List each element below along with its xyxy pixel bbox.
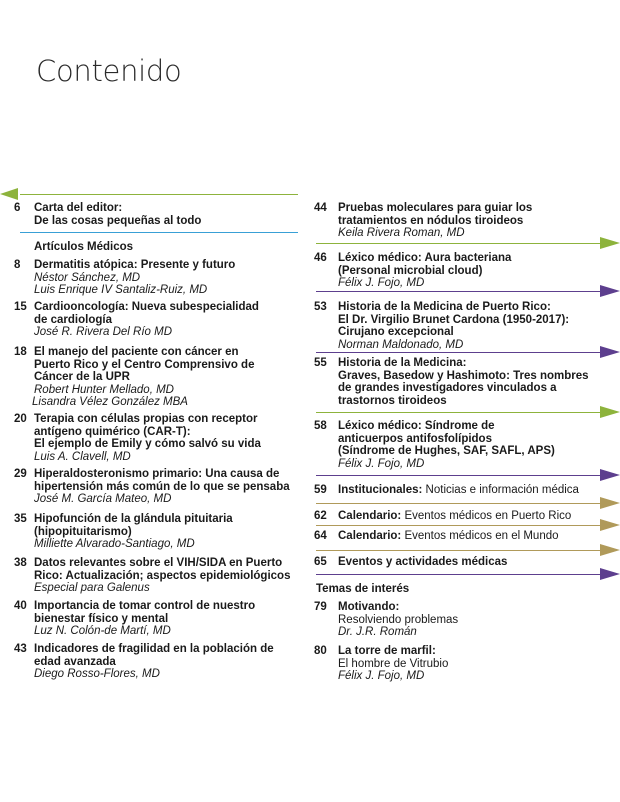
toc-entry[interactable] bbox=[14, 413, 304, 463]
entry-author: Luz N. Colón-de Martí, MD bbox=[34, 625, 171, 638]
entry-author: Norman Maldonado, MD bbox=[338, 338, 464, 351]
page-number: 6 bbox=[14, 202, 21, 214]
entry-author: Keila Rivera Roman, MD bbox=[338, 227, 465, 240]
entry-title: El ejemplo de Emily y cómo salvó su vida bbox=[34, 438, 261, 451]
entry-author: Diego Rosso-Flores, MD bbox=[34, 668, 160, 681]
entry-title: Hipofunción de la glándula pituitaria bbox=[34, 513, 233, 525]
entry-title: Hiperaldosteronismo primario: Una causa de bbox=[34, 468, 280, 480]
page-number: 43 bbox=[14, 643, 27, 655]
entry-title: Cirujano excepcional bbox=[338, 326, 454, 339]
page-number: 53 bbox=[314, 301, 327, 313]
page-number: 59 bbox=[314, 484, 327, 496]
entry-title-bold: Calendario: bbox=[338, 530, 402, 542]
entry-author: Dr. J.R. Román bbox=[338, 626, 417, 639]
divider bbox=[20, 194, 298, 195]
entry-title-rest: Noticias e información médica bbox=[422, 484, 579, 496]
page-number: 65 bbox=[314, 556, 327, 568]
entry-title: (Personal microbial cloud) bbox=[338, 264, 483, 277]
toc-entry[interactable] bbox=[314, 601, 604, 639]
entry-title: trastornos tiroideos bbox=[338, 394, 447, 407]
toc-entry[interactable] bbox=[314, 530, 604, 543]
toc-entry[interactable] bbox=[314, 645, 604, 683]
entry-title bbox=[338, 484, 604, 497]
entry-title bbox=[338, 510, 604, 523]
accent-marker bbox=[0, 188, 18, 200]
accent-marker bbox=[600, 568, 620, 580]
entry-author: Milliette Alvarado-Santiago, MD bbox=[34, 538, 195, 551]
entry-author: José R. Rivera Del Río MD bbox=[34, 326, 173, 339]
entry-author: Especial para Galenus bbox=[34, 582, 150, 595]
page-number: 64 bbox=[314, 530, 327, 542]
toc-entry[interactable] bbox=[14, 468, 304, 506]
divider bbox=[316, 475, 600, 476]
entry-title: (Síndrome de Hughes, SAF, SAFL, APS) bbox=[338, 445, 555, 458]
entry-title: Terapia con células propias con receptor bbox=[34, 413, 258, 425]
entry-title: bienestar físico y mental bbox=[34, 612, 169, 625]
toc-entry[interactable] bbox=[14, 557, 304, 595]
toc-entry[interactable] bbox=[314, 301, 604, 351]
entry-title bbox=[338, 556, 604, 569]
toc-entry[interactable] bbox=[14, 600, 304, 638]
entry-title bbox=[338, 530, 604, 543]
page-number: 46 bbox=[314, 252, 327, 264]
page-number: 35 bbox=[14, 513, 27, 525]
toc-entry[interactable] bbox=[314, 556, 604, 569]
entry-author: José M. García Mateo, MD bbox=[34, 493, 172, 506]
toc-entry[interactable] bbox=[314, 510, 604, 523]
page-number: 38 bbox=[14, 557, 27, 569]
section-heading: Temas de interés bbox=[316, 583, 410, 595]
entry-title: Importancia de tomar control de nuestro bbox=[34, 600, 256, 612]
entry-title: Rico: Actualización; aspectos epidemiológicos bbox=[34, 569, 291, 582]
page-number: 62 bbox=[314, 510, 327, 522]
page-number: 29 bbox=[14, 468, 27, 480]
entry-title: El Dr. Virgilio Brunet Cardona (1950-2017): bbox=[338, 313, 570, 326]
accent-marker bbox=[600, 544, 620, 556]
entry-title: Motivando: bbox=[338, 601, 400, 613]
entry-title: Pruebas moleculares para guiar los bbox=[338, 202, 533, 214]
entry-author: Félix J. Fojo, MD bbox=[338, 277, 425, 290]
divider bbox=[316, 291, 600, 292]
entry-title: Historia de la Medicina de Puerto Rico: bbox=[338, 301, 551, 313]
page-number: 15 bbox=[14, 301, 27, 313]
entry-title: De las cosas pequeñas al todo bbox=[34, 214, 202, 227]
divider bbox=[316, 503, 600, 504]
entry-title: La torre de marfil: bbox=[338, 645, 436, 657]
divider bbox=[316, 525, 600, 526]
entry-title-bold: Eventos y actividades médicas bbox=[338, 556, 508, 568]
entry-title: (hipopituitarismo) bbox=[34, 525, 132, 538]
entry-title: Historia de la Medicina: bbox=[338, 357, 467, 369]
toc-entry[interactable] bbox=[314, 484, 604, 497]
entry-title: anticuerpos antifosfolípidos bbox=[338, 432, 492, 445]
entry-title-rest: Eventos médicos en el Mundo bbox=[401, 530, 559, 542]
entry-author: Lisandra Vélez González MBA bbox=[32, 396, 188, 409]
entry-title: Cardiooncología: Nueva subespecialidad bbox=[34, 301, 259, 313]
toc-entry[interactable] bbox=[14, 643, 304, 681]
entry-title-bold: Calendario: bbox=[338, 510, 402, 522]
divider bbox=[316, 550, 600, 551]
section-heading: Artículos Médicos bbox=[34, 241, 134, 253]
entry-title: antígeno quimérico (CAR-T): bbox=[34, 425, 191, 438]
entry-title: Léxico médico: Aura bacteriana bbox=[338, 252, 512, 264]
entry-title: El manejo del paciente con cáncer en bbox=[34, 346, 239, 358]
entry-author: Félix J. Fojo, MD bbox=[338, 457, 425, 470]
divider bbox=[316, 412, 600, 413]
page-number: 55 bbox=[314, 357, 327, 369]
toc-entry[interactable] bbox=[314, 252, 604, 290]
entry-title: Graves, Basedow y Hashimoto: Tres nombres bbox=[338, 369, 589, 382]
accent-marker bbox=[600, 469, 620, 481]
page-number: 20 bbox=[14, 413, 27, 425]
toc-entry[interactable] bbox=[14, 346, 304, 409]
page-number: 79 bbox=[314, 601, 327, 613]
page-number: 44 bbox=[314, 202, 327, 214]
toc-entry[interactable] bbox=[314, 420, 604, 470]
entry-subtitle: El hombre de Vitrubio bbox=[338, 657, 449, 670]
accent-marker bbox=[600, 406, 620, 418]
divider bbox=[20, 232, 298, 233]
entry-title: hipertensión más común de lo que se pensaba bbox=[34, 480, 290, 493]
toc-entry[interactable] bbox=[14, 301, 304, 339]
toc-entry[interactable] bbox=[314, 202, 604, 240]
page-title: Contenido bbox=[36, 54, 182, 88]
entry-title: edad avanzada bbox=[34, 655, 116, 668]
accent-marker bbox=[600, 497, 620, 509]
entry-subtitle: Resolviendo problemas bbox=[338, 613, 459, 626]
entry-title: tratamientos en nódulos tiroideos bbox=[338, 214, 524, 227]
entry-title: de cardiología bbox=[34, 313, 112, 326]
entry-title: Datos relevantes sobre el VIH/SIDA en Puerto bbox=[34, 557, 283, 569]
entry-title-bold: Institucionales: bbox=[338, 484, 423, 496]
entry-title: Léxico médico: Síndrome de bbox=[338, 420, 495, 432]
entry-author: Luis A. Clavell, MD bbox=[34, 450, 131, 463]
toc-entry[interactable] bbox=[14, 513, 304, 551]
page-number: 8 bbox=[14, 259, 21, 271]
entry-title: Dermatitis atópica: Presente y futuro bbox=[34, 259, 236, 271]
toc-entry[interactable] bbox=[14, 259, 304, 297]
toc-entry[interactable] bbox=[314, 357, 604, 407]
page-number: 40 bbox=[14, 600, 27, 612]
entry-title: Indicadores de fragilidad en la población de bbox=[34, 643, 274, 655]
entry-author: Robert Hunter Mellado, MD bbox=[34, 383, 174, 396]
divider bbox=[316, 243, 600, 244]
page-number: 80 bbox=[314, 645, 327, 657]
entry-author: Luis Enrique IV Santaliz-Ruiz, MD bbox=[34, 284, 208, 297]
entry-author: Félix J. Fojo, MD bbox=[338, 670, 425, 683]
entry-title: de grandes investigadores vinculados a bbox=[338, 382, 557, 395]
entry-title: Carta del editor: bbox=[34, 202, 123, 214]
page-number: 18 bbox=[14, 346, 27, 358]
entry-title: Puerto Rico y el Centro Comprensivo de bbox=[34, 358, 255, 371]
divider bbox=[316, 574, 600, 575]
entry-author: Néstor Sánchez, MD bbox=[34, 271, 141, 284]
entry-title: Cáncer de la UPR bbox=[34, 371, 130, 384]
toc-entry-editor[interactable] bbox=[14, 202, 304, 227]
divider bbox=[316, 352, 600, 353]
entry-title-rest: Eventos médicos en Puerto Rico bbox=[401, 510, 572, 522]
page-number: 58 bbox=[314, 420, 327, 432]
